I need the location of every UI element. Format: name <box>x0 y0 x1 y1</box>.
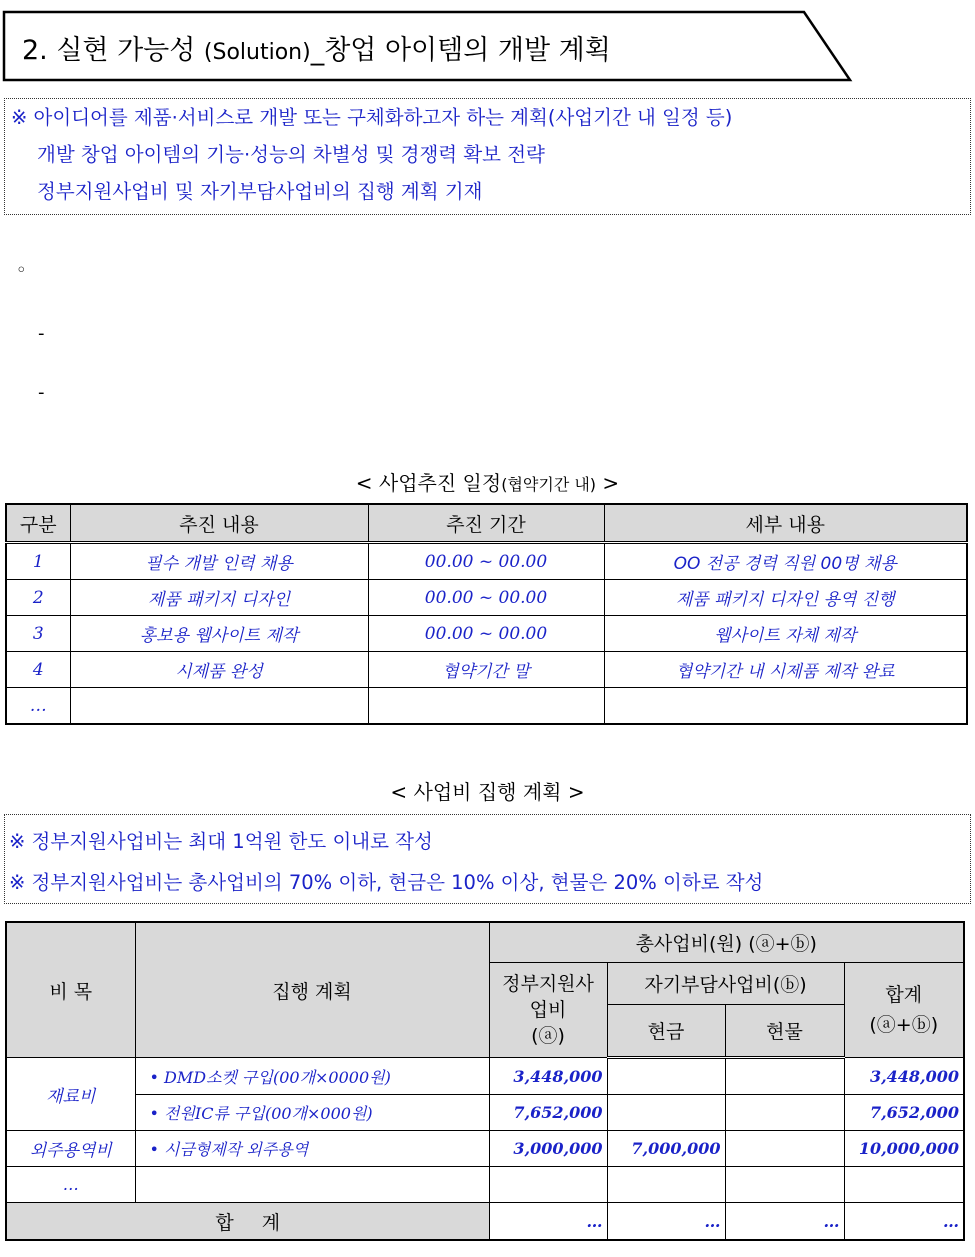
total-inkind: … <box>725 1203 844 1241</box>
cell-category: … <box>6 1167 135 1203</box>
section-title-main: 2. 실현 가능성 <box>22 35 204 66</box>
cell-detail: OO 전공 경력 직원 00명 채용 <box>604 543 967 580</box>
cell-gov: 7,652,000 <box>489 1095 607 1131</box>
header-cash: 현금 <box>607 1005 725 1058</box>
table-row <box>6 1167 964 1203</box>
cell-gov <box>489 1167 607 1203</box>
header-sum-line: (ⓐ+ⓑ) <box>869 1014 939 1036</box>
guide-line: 정부지원사업비 및 자기부담사업비의 집행 계획 기재 <box>37 180 483 203</box>
cell-detail <box>604 688 967 725</box>
total-cash: … <box>607 1203 725 1241</box>
total-sum: … <box>844 1203 964 1241</box>
cell-period: 00.00 ~ 00.00 <box>368 616 604 652</box>
cell-sum: 10,000,000 <box>844 1131 964 1167</box>
section-title-rest: _창업 아이템의 개발 계획 <box>310 35 611 66</box>
header-content: 추진 내용 <box>70 504 368 543</box>
dash-bullet-marker: - <box>38 382 45 403</box>
cell-cash <box>607 1167 725 1203</box>
schedule-caption <box>0 467 975 496</box>
cell-period: 00.00 ~ 00.00 <box>368 580 604 616</box>
cell-number: 4 <box>6 652 70 688</box>
cell-detail: 제품 패키지 디자인 용역 진행 <box>604 580 967 616</box>
table-row <box>6 580 967 616</box>
table-row <box>6 616 967 652</box>
cell-plan <box>135 1167 489 1203</box>
cell-cash <box>607 1095 725 1131</box>
table-header-row <box>6 504 967 543</box>
header-plan: 집행 계획 <box>135 922 489 1058</box>
cell-category: 외주용역비 <box>6 1131 135 1167</box>
cell-inkind <box>725 1167 844 1203</box>
schedule-table <box>5 503 968 725</box>
cell-number: … <box>6 688 70 725</box>
cell-plan: • 전원IC류 구입(00개×000원) <box>135 1095 489 1131</box>
cell-content: 제품 패키지 디자인 <box>70 580 368 616</box>
header-category: 구분 <box>6 504 70 543</box>
cell-period: 00.00 ~ 00.00 <box>368 543 604 580</box>
header-gov-line: 업비 <box>529 999 567 1021</box>
cell-sum <box>844 1167 964 1203</box>
cell-plan: • 시금형제작 외주용역 <box>135 1131 489 1167</box>
cell-sum: 7,652,000 <box>844 1095 964 1131</box>
cell-sum: 3,448,000 <box>844 1058 964 1095</box>
cell-number: 2 <box>6 580 70 616</box>
header-period: 추진 기간 <box>368 504 604 543</box>
guide-line: 개발 창업 아이템의 기능·성능의 차별성 및 경쟁력 확보 전략 <box>37 143 545 166</box>
section-title <box>22 28 611 67</box>
schedule-caption-period: (협약기간 내) <box>501 475 597 494</box>
table-row <box>6 688 967 725</box>
header-sum-line: 합계 <box>885 984 923 1006</box>
guide-box-instructions <box>4 98 971 215</box>
guide-box-budget-notes <box>4 814 971 904</box>
cell-content: 홍보용 웹사이트 제작 <box>70 616 368 652</box>
budget-caption: < 사업비 집행 계획 > <box>390 780 585 804</box>
table-header-row <box>6 922 964 963</box>
cell-category: 재료비 <box>6 1058 135 1131</box>
guide-line: ※ 정부지원사업비는 총사업비의 70% 이하, 현금은 10% 이상, 현물은 20% 이하로 작성 <box>9 871 764 894</box>
guide-line: ※ 정부지원사업비는 최대 1억원 한도 이내로 작성 <box>9 830 433 853</box>
header-gov-line: 정부지원사 <box>502 973 594 995</box>
header-gov <box>489 963 607 1058</box>
table-row <box>6 1095 964 1131</box>
header-gov-line: (ⓐ) <box>531 1025 565 1047</box>
cell-inkind <box>725 1131 844 1167</box>
header-item: 비 목 <box>6 922 135 1058</box>
section-title-paren: (Solution) <box>203 40 311 65</box>
circle-bullet-marker: ◦ <box>16 260 27 281</box>
header-self: 자기부담사업비(ⓑ) <box>607 963 844 1005</box>
total-label: 합계 <box>6 1203 489 1241</box>
table-row <box>6 1131 964 1167</box>
cell-number: 3 <box>6 616 70 652</box>
header-total-cost: 총사업비(원) (ⓐ+ⓑ) <box>489 922 964 963</box>
cell-detail: 웹사이트 자체 제작 <box>604 616 967 652</box>
schedule-caption-main: < 사업추진 일정 <box>355 471 502 495</box>
schedule-caption-end: > <box>596 471 620 495</box>
table-row <box>6 1058 964 1095</box>
dash-bullet-marker: - <box>38 323 45 344</box>
cell-gov: 3,000,000 <box>489 1131 607 1167</box>
table-row <box>6 652 967 688</box>
cell-period <box>368 688 604 725</box>
budget-table <box>5 921 965 1241</box>
cell-content: 시제품 완성 <box>70 652 368 688</box>
header-sum <box>844 963 964 1058</box>
cell-gov: 3,448,000 <box>489 1058 607 1095</box>
cell-content <box>70 688 368 725</box>
cell-number: 1 <box>6 543 70 580</box>
cell-cash: 7,000,000 <box>607 1131 725 1167</box>
header-inkind: 현물 <box>725 1005 844 1058</box>
header-detail: 세부 내용 <box>604 504 967 543</box>
cell-plan: • DMD소켓 구입(00개×0000원) <box>135 1058 489 1095</box>
cell-detail: 협약기간 내 시제품 제작 완료 <box>604 652 967 688</box>
total-row <box>6 1203 964 1241</box>
guide-line: ※ 아이디어를 제품·서비스로 개발 또는 구체화하고자 하는 계획(사업기간 내 일정 등) <box>11 106 733 129</box>
cell-period: 협약기간 말 <box>368 652 604 688</box>
cell-inkind <box>725 1058 844 1095</box>
cell-content: 필수 개발 인력 채용 <box>70 543 368 580</box>
cell-cash <box>607 1058 725 1095</box>
total-gov: … <box>489 1203 607 1241</box>
table-row <box>6 543 967 580</box>
cell-inkind <box>725 1095 844 1131</box>
